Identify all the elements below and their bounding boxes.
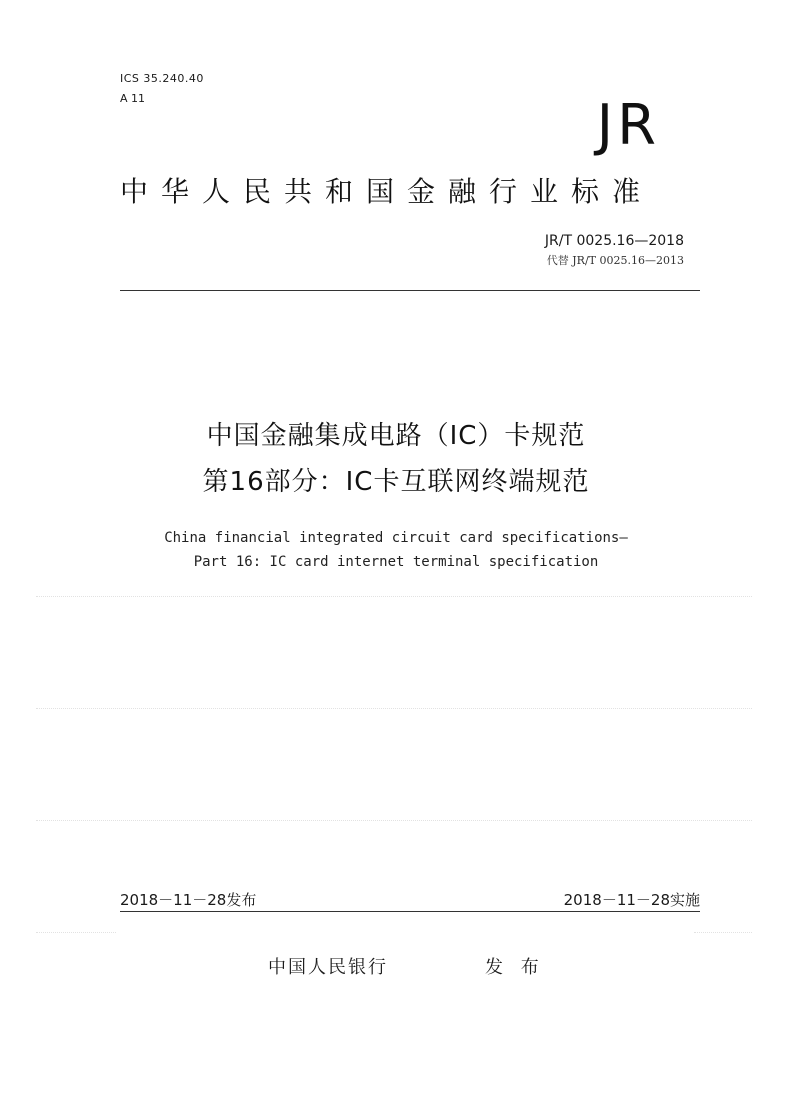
title-en-line2: Part 16: IC card internet terminal specification	[193, 554, 599, 570]
issuer: 中国人民银行	[268, 957, 388, 978]
header-divider	[120, 290, 700, 291]
dotted-guide	[694, 932, 752, 933]
title-zh-line2: 第16部分：IC卡互联网终端规范	[202, 467, 590, 497]
standard-type-title: 中华人民共和国金融行业标准	[120, 175, 654, 208]
title-en-line1: China financial integrated circuit card specifications—	[164, 530, 628, 546]
publish-date: 2018－11－28发布	[120, 891, 257, 909]
implement-date: 2018－11－28实施	[563, 891, 700, 909]
issue-label: 发 布	[485, 957, 545, 978]
dotted-guide	[36, 708, 752, 709]
replaces-code: 代替 JR/T 0025.16—2013	[546, 254, 684, 267]
footer-divider	[120, 911, 700, 912]
dotted-guide	[36, 820, 752, 821]
ccs-code: A 11	[120, 92, 146, 105]
title-zh-line1: 中国金融集成电路（IC）卡规范	[206, 421, 586, 451]
jr-logo: JR	[596, 93, 660, 158]
dotted-guide	[36, 596, 752, 597]
standard-code: JR/T 0025.16—2018	[544, 233, 684, 249]
ics-code: ICS 35.240.40	[120, 72, 204, 85]
dotted-guide	[36, 932, 116, 933]
